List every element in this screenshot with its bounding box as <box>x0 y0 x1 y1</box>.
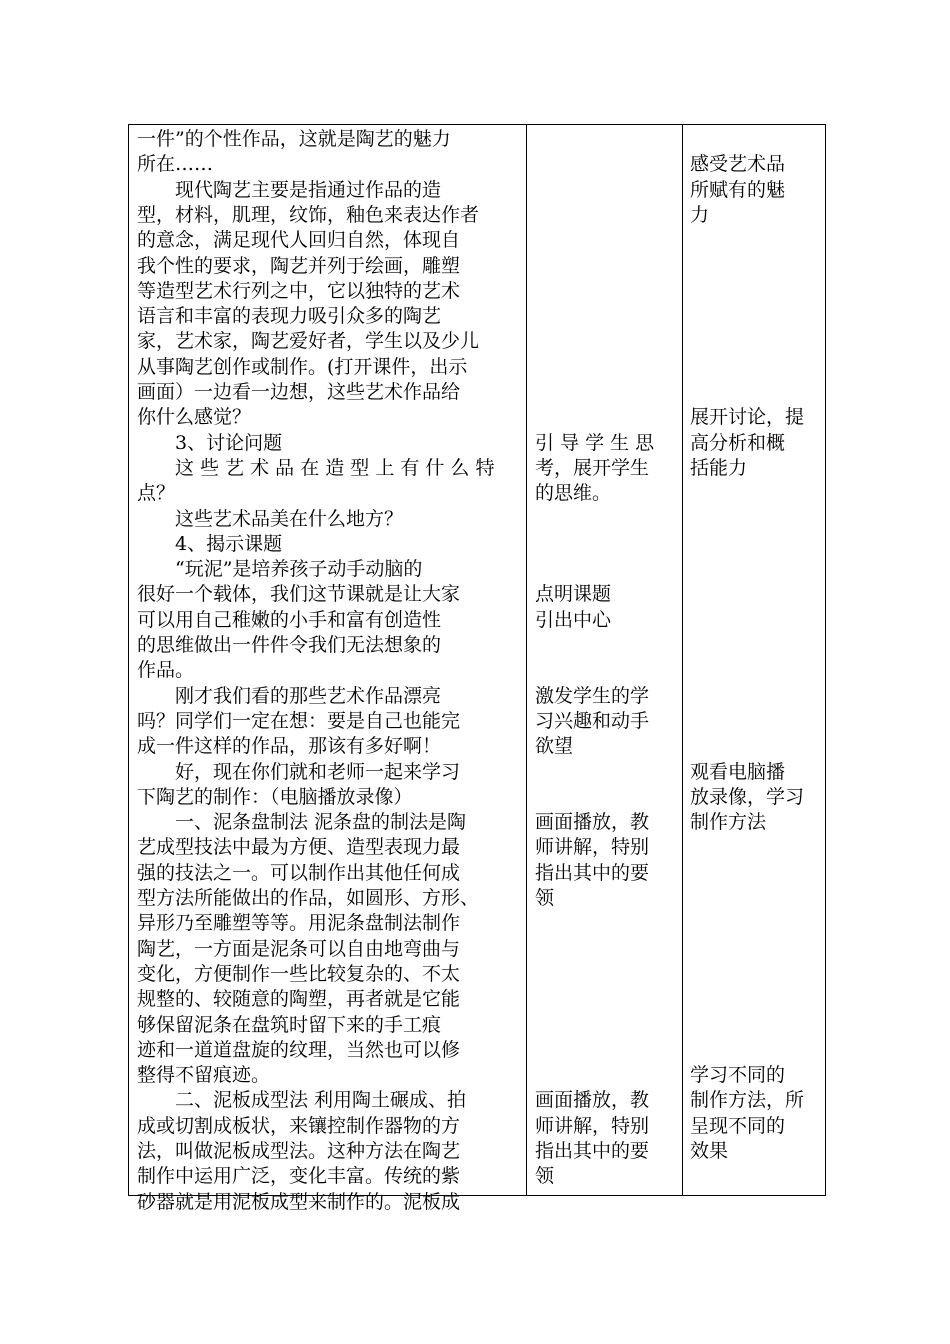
design-note-line: 考，展开学生 <box>535 456 650 479</box>
content-line: 艺成型技法中最为方便、造型表现力最 <box>137 836 461 859</box>
design-note-line: 领 <box>535 1165 555 1188</box>
design-note-line: 习兴趣和动手 <box>535 709 650 732</box>
content-line: 的意念，满足现代人回归自然，体现自 <box>137 229 461 252</box>
content-line: 等造型艺术行列之中，它以独特的艺术 <box>137 279 461 302</box>
content-line: 这些艺术品美在什么地方？ <box>137 507 404 530</box>
content-line: 二、泥板成型法 利用陶土碾成、拍 <box>137 1089 467 1112</box>
content-line: 4、揭示课题 <box>137 532 283 555</box>
design-note-line: 激发学生的学 <box>535 684 650 707</box>
design-note-line: 师讲解，特别 <box>535 1114 650 1137</box>
design-note-line: 画面播放，教 <box>535 811 650 834</box>
content-line: 规整的、较随意的陶塑，再者就是它能 <box>137 988 461 1011</box>
content-line: 异形乃至雕塑等等。用泥条盘制法制作 <box>137 912 461 935</box>
content-line: 吗？同学们一定在想：要是自己也能完 <box>137 709 461 732</box>
content-line: 一、泥条盘制法 泥条盘的制法是陶 <box>137 811 467 834</box>
content-line: 一件”的个性作品，这就是陶艺的魅力 <box>137 128 451 150</box>
content-line: 我个性的要求，陶艺并列于绘画，雕塑 <box>137 254 461 277</box>
content-line: 型方法所能做出的作品，如圆形、方形、 <box>137 887 480 909</box>
activity-note-line: 高分析和概 <box>690 431 786 454</box>
design-note-line: 的思维。 <box>535 482 612 505</box>
content-line: 好，现在你们就和老师一起来学习 <box>137 760 461 783</box>
content-line: “玩泥”是培养孩子动手动脑的 <box>137 558 423 581</box>
activity-note-line: 感受艺术品 <box>690 153 786 176</box>
activity-note-line: 制作方法 <box>690 811 767 834</box>
content-line: 下陶艺的制作：（电脑播放录像） <box>137 785 413 808</box>
content-line: 砂器就是用泥板成型来制作的。泥板成 <box>137 1190 461 1213</box>
content-line: 陶艺，一方面是泥条可以自由地弯曲与 <box>137 937 461 960</box>
design-note-line: 点明课题 <box>535 583 612 606</box>
activity-note-line: 学习不同的 <box>690 1064 786 1087</box>
content-line: 可以用自己稚嫩的小手和富有创造性 <box>137 608 442 631</box>
content-line: 够保留泥条在盘筑时留下来的手工痕 <box>137 1013 442 1036</box>
design-note-line: 引 导 学 生 思 <box>535 431 655 454</box>
activity-note-line: 呈现不同的 <box>690 1114 786 1137</box>
content-line: 3、讨论问题 <box>137 431 283 454</box>
content-line: 所在…… <box>137 153 214 176</box>
content-line: 你什么感觉？ <box>137 406 252 429</box>
content-line: 刚才我们看的那些艺术作品漂亮 <box>137 684 442 707</box>
design-note-line: 画面播放，教 <box>535 1089 650 1112</box>
content-line: 从事陶艺创作或制作。(打开课件，出示 <box>137 355 468 378</box>
content-line: 点？ <box>137 482 176 505</box>
content-line: 变化，方便制作一些比较复杂的、不太 <box>137 962 461 985</box>
content-line: 迹和一道道盘旋的纹理，当然也可以修 <box>137 1038 461 1061</box>
content-line: 画面）一边看一边想，这些艺术作品给 <box>137 381 461 403</box>
design-note-line: 欲望 <box>535 735 574 758</box>
content-line: 的思维做出一件件令我们无法想象的 <box>137 634 442 656</box>
design-intent-column <box>527 125 682 1195</box>
lesson-plan-table <box>128 124 826 1213</box>
content-line: 制作中运用广泛，变化丰富。传统的紫 <box>137 1165 461 1188</box>
activity-note-line: 效果 <box>690 1140 729 1162</box>
teaching-content-column <box>129 125 526 1213</box>
activity-note-line: 括能力 <box>690 456 748 479</box>
activity-note-line: 所赋有的魅 <box>690 178 786 201</box>
content-line: 型，材料，肌理，纹饰，釉色来表达作者 <box>137 203 480 226</box>
content-line: 强的技法之一。可以制作出其他任何成 <box>137 861 461 884</box>
activity-note-line: 观看电脑播 <box>690 760 786 783</box>
content-line: 语言和丰富的表现力吸引众多的陶艺 <box>137 305 442 328</box>
content-line: 很好一个载体，我们这节课就是让大家 <box>137 583 461 606</box>
activity-note-line: 展开讨论，提 <box>690 406 805 429</box>
design-note-line: 指出其中的要 <box>535 861 650 884</box>
activity-note-line: 力 <box>690 203 710 226</box>
activity-note-line: 制作方法，所 <box>690 1089 805 1112</box>
design-note-line: 指出其中的要 <box>535 1140 650 1162</box>
content-line: 成一件这样的作品，那该有多好啊！ <box>137 735 442 758</box>
design-note-line: 师讲解，特别 <box>535 836 650 859</box>
content-line: 作品。 <box>137 659 195 682</box>
content-line: 整得不留痕迹。 <box>137 1064 271 1087</box>
content-line: 成或切割成板状，来镶控制作器物的方 <box>137 1114 461 1137</box>
activity-note-line: 放录像，学习 <box>690 785 805 808</box>
content-line: 这 些 艺 术 品 在 造 型 上 有 什 么 特 <box>137 456 495 479</box>
content-line: 现代陶艺主要是指通过作品的造 <box>137 178 442 201</box>
content-line: 家，艺术家，陶艺爱好者，学生以及少儿 <box>137 330 480 353</box>
design-note-line: 引出中心 <box>535 608 612 631</box>
content-line: 法，叫做泥板成型法。这种方法在陶艺 <box>137 1140 461 1162</box>
student-activity-column <box>683 125 827 1195</box>
design-note-line: 领 <box>535 887 555 909</box>
